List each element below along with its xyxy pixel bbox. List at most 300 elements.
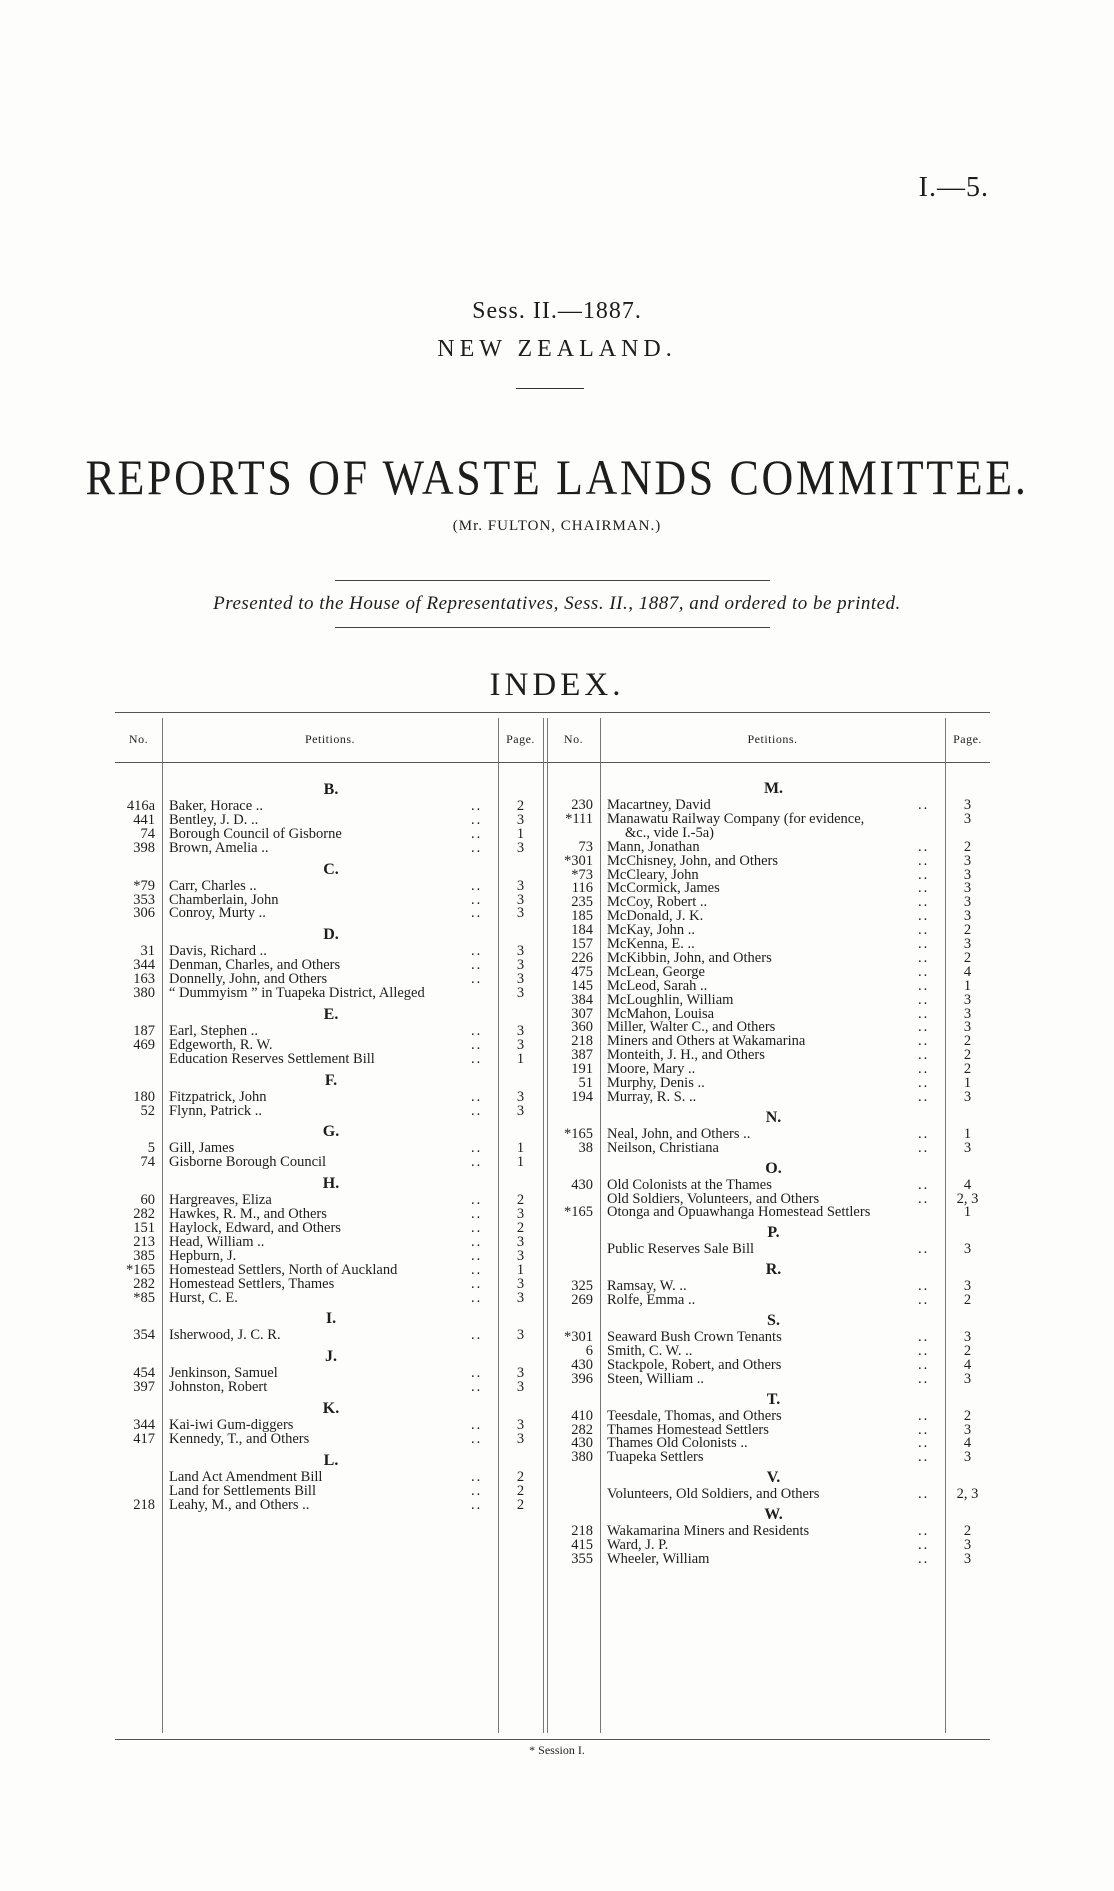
page-number: 2 bbox=[963, 838, 972, 855]
page-number: 1 bbox=[963, 1125, 972, 1142]
petition-name: Hawkes, R. M., and Others bbox=[169, 1206, 327, 1223]
petition-number: 163 bbox=[133, 971, 155, 988]
leader-dots: .. bbox=[471, 1431, 483, 1447]
petition-number: 6 bbox=[585, 1342, 593, 1359]
leader-dots: .. bbox=[471, 1233, 483, 1250]
petition-number: 454 bbox=[133, 1365, 155, 1382]
petition-number: 213 bbox=[133, 1233, 155, 1250]
divider bbox=[335, 580, 770, 581]
page-number: 2 bbox=[963, 1407, 972, 1424]
page-number: 3 bbox=[963, 880, 972, 897]
page-number: 3 bbox=[963, 1005, 972, 1022]
page-number: 3 bbox=[516, 1022, 525, 1039]
leader-dots: .. bbox=[918, 852, 930, 869]
petition-name: Public Reserves Sale Bill bbox=[607, 1241, 754, 1258]
leader-dots: .. bbox=[918, 922, 930, 939]
leader-dots: .. bbox=[471, 891, 483, 908]
leader-dots: .. bbox=[471, 877, 483, 894]
section-letter: S. bbox=[767, 1312, 780, 1329]
page-number: 2 bbox=[963, 1292, 972, 1309]
petition-name: Jenkinson, Samuel bbox=[169, 1365, 278, 1382]
petition-name: Chamberlain, John bbox=[169, 891, 279, 908]
petition-number: 475 bbox=[571, 963, 593, 980]
page-number: 2 bbox=[516, 1220, 525, 1236]
petition-number: 353 bbox=[133, 891, 155, 908]
leader-dots: .. bbox=[918, 1139, 930, 1156]
petition-number: 282 bbox=[571, 1421, 593, 1438]
presented-line: Presented to the House of Representatives, Sess. II., 1887, and ordered to be printed. bbox=[213, 593, 901, 614]
section-letter: I. bbox=[325, 1310, 337, 1328]
leader-dots: .. bbox=[918, 1047, 930, 1064]
petition-name: Carr, Charles .. bbox=[169, 877, 257, 894]
leader-dots: .. bbox=[471, 1220, 483, 1236]
petition-number: 73 bbox=[578, 838, 593, 855]
page-number: 3 bbox=[963, 1421, 972, 1438]
petition-name: Thames Homestead Settlers bbox=[607, 1421, 769, 1438]
index-entry bbox=[115, 1204, 990, 1221]
petition-number: 145 bbox=[571, 977, 593, 994]
leader-dots: .. bbox=[471, 1482, 483, 1499]
petition-name: Hargreaves, Eliza bbox=[169, 1192, 272, 1209]
header-no: No. bbox=[563, 732, 584, 746]
petition-number: 282 bbox=[133, 1275, 155, 1292]
petition-name: Earl, Stephen .. bbox=[169, 1022, 258, 1039]
petition-number: 226 bbox=[571, 949, 593, 966]
petition-number: 151 bbox=[133, 1220, 155, 1236]
page-number: 3 bbox=[516, 1327, 525, 1344]
page-number: 4 bbox=[963, 1176, 972, 1193]
petition-name: Kai-iwi Gum-diggers bbox=[169, 1417, 294, 1434]
leader-dots: .. bbox=[918, 1329, 930, 1345]
page-number: 3 bbox=[963, 991, 972, 1008]
petition-name: Murray, R. S. .. bbox=[607, 1088, 697, 1105]
page-number: 1 bbox=[963, 977, 972, 994]
petition-name: McCoy, Robert .. bbox=[607, 894, 708, 911]
index-entry bbox=[115, 1089, 990, 1106]
petition-number: *79 bbox=[133, 877, 155, 894]
petition-name: Neilson, Christiana bbox=[607, 1139, 719, 1156]
petition-number: 306 bbox=[133, 905, 155, 922]
petition-number: 344 bbox=[133, 957, 155, 974]
page-number: 3 bbox=[516, 1036, 525, 1053]
petition-number: 191 bbox=[571, 1061, 593, 1078]
leader-dots: .. bbox=[918, 963, 930, 980]
leader-dots: .. bbox=[918, 1241, 930, 1258]
petition-name: Brown, Amelia .. bbox=[169, 839, 269, 856]
table-bottom-rule bbox=[115, 1739, 990, 1740]
petition-number: *165 bbox=[564, 1125, 593, 1142]
petition-name: Murphy, Denis .. bbox=[607, 1075, 705, 1091]
page-number: 3 bbox=[963, 1088, 972, 1105]
petition-number: 415 bbox=[571, 1537, 593, 1553]
page-number: 3 bbox=[963, 894, 972, 911]
leader-dots: .. bbox=[471, 1050, 483, 1067]
leader-dots: .. bbox=[918, 838, 930, 855]
petition-name: Teesdale, Thomas, and Others bbox=[607, 1407, 782, 1424]
petition-number: *165 bbox=[564, 1204, 593, 1221]
petition-name: Isherwood, J. C. R. bbox=[169, 1327, 281, 1344]
petition-name: Homestead Settlers, Thames bbox=[169, 1275, 335, 1292]
leader-dots: .. bbox=[471, 971, 483, 988]
petition-number: 180 bbox=[133, 1088, 155, 1105]
page-number: 2 bbox=[516, 798, 525, 814]
page-number: 1 bbox=[516, 825, 525, 842]
page-number: 3 bbox=[516, 957, 525, 974]
petition-number: 116 bbox=[571, 880, 593, 897]
petition-name: Wheeler, William bbox=[607, 1550, 710, 1567]
page-number: 3 bbox=[963, 1278, 972, 1295]
page-number: 3 bbox=[516, 971, 525, 988]
section-letter: B. bbox=[323, 781, 339, 798]
section-letter: E. bbox=[323, 1005, 339, 1023]
leader-dots: .. bbox=[471, 1261, 483, 1278]
leader-dots: .. bbox=[471, 1327, 483, 1344]
leader-dots: .. bbox=[918, 1435, 930, 1452]
leader-dots: .. bbox=[471, 957, 483, 974]
petition-name: Neal, John, and Others .. bbox=[607, 1125, 751, 1142]
petition-name: McChisney, John, and Others bbox=[607, 852, 779, 869]
section-letter: O. bbox=[765, 1159, 782, 1177]
page-number: 2 bbox=[516, 1468, 525, 1485]
table-header-rule bbox=[115, 762, 990, 763]
petition-number: 385 bbox=[133, 1247, 155, 1264]
table-top-rule bbox=[115, 712, 990, 713]
leader-dots: .. bbox=[471, 1247, 483, 1264]
divider bbox=[516, 388, 584, 389]
section-letter: T. bbox=[766, 1390, 781, 1408]
leader-dots: .. bbox=[918, 1486, 930, 1503]
leader-dots: .. bbox=[471, 798, 483, 814]
page-number: 3 bbox=[516, 1206, 525, 1223]
petition-number: 307 bbox=[571, 1005, 593, 1022]
index-entry bbox=[115, 1289, 990, 1309]
petition-number: 384 bbox=[571, 991, 593, 1008]
petition-name: Old Colonists at the Thames bbox=[607, 1176, 772, 1193]
leader-dots: .. bbox=[918, 1449, 930, 1466]
leader-dots: .. bbox=[471, 1088, 483, 1105]
petition-number: 38 bbox=[578, 1139, 593, 1156]
petition-name: Conroy, Murty .. bbox=[169, 905, 266, 922]
page-number: 2 bbox=[516, 1482, 525, 1499]
petition-number: 360 bbox=[571, 1019, 593, 1036]
page-number: 1 bbox=[516, 1050, 525, 1067]
petition-name: McDonald, J. K. bbox=[607, 908, 704, 925]
page-number: 2 bbox=[963, 922, 972, 939]
petition-name: Miller, Walter C., and Others bbox=[607, 1019, 776, 1036]
leader-dots: .. bbox=[918, 1088, 930, 1105]
petition-name: McCormick, James bbox=[607, 880, 720, 897]
petition-name: Macartney, David bbox=[607, 797, 711, 813]
leader-dots: .. bbox=[918, 797, 930, 813]
page-number: 3 bbox=[963, 1329, 972, 1345]
leader-dots: .. bbox=[918, 949, 930, 966]
petition-number: *85 bbox=[133, 1289, 155, 1306]
page-number: 3 bbox=[963, 810, 972, 827]
petition-number: 31 bbox=[140, 943, 155, 960]
leader-dots: .. bbox=[918, 1342, 930, 1359]
leader-dots: .. bbox=[918, 1356, 930, 1373]
leader-dots: .. bbox=[918, 1033, 930, 1050]
section-letter: J. bbox=[325, 1348, 337, 1366]
leader-dots: .. bbox=[918, 1407, 930, 1424]
leader-dots: .. bbox=[918, 936, 930, 952]
petition-name: Land for Settlements Bill bbox=[169, 1482, 316, 1499]
petition-name: Borough Council of Gisborne bbox=[169, 825, 342, 842]
leader-dots: .. bbox=[471, 1496, 483, 1513]
page-number: 2, 3 bbox=[956, 1486, 979, 1503]
page-reference: I.—5. bbox=[918, 172, 989, 203]
petition-name: Gisborne Borough Council bbox=[169, 1154, 327, 1171]
petition-name: Leahy, M., and Others .. bbox=[169, 1496, 310, 1513]
leader-dots: .. bbox=[471, 1468, 483, 1485]
leader-dots: .. bbox=[918, 1537, 930, 1553]
leader-dots: .. bbox=[471, 1365, 483, 1382]
petition-number: 354 bbox=[133, 1327, 155, 1344]
page-number: 4 bbox=[963, 1435, 972, 1452]
petition-number: 218 bbox=[571, 1033, 593, 1050]
petition-name: Volunteers, Old Soldiers, and Others bbox=[607, 1486, 820, 1503]
petition-name: Ramsay, W. .. bbox=[607, 1278, 687, 1295]
petition-name: Hepburn, J. bbox=[169, 1247, 237, 1264]
petition-name: Old Soldiers, Volunteers, and Others bbox=[607, 1190, 820, 1207]
petition-number: 441 bbox=[133, 811, 155, 828]
page-number: 3 bbox=[963, 797, 972, 813]
page-number: 1 bbox=[516, 1261, 525, 1278]
page-number: 3 bbox=[963, 1370, 972, 1387]
page-number: 1 bbox=[963, 1204, 972, 1221]
leader-dots: .. bbox=[918, 1125, 930, 1142]
petition-number: 157 bbox=[571, 936, 593, 952]
page-number: 3 bbox=[963, 1449, 972, 1466]
petition-name: Mann, Jonathan bbox=[607, 838, 700, 855]
leader-dots: .. bbox=[471, 1417, 483, 1434]
petition-name: McLoughlin, William bbox=[607, 991, 734, 1008]
petition-name: McKenna, E. .. bbox=[607, 936, 695, 952]
leader-dots: .. bbox=[471, 1036, 483, 1053]
leader-dots: .. bbox=[918, 1421, 930, 1438]
leader-dots: .. bbox=[918, 1075, 930, 1091]
petition-number: *301 bbox=[564, 852, 593, 869]
page-number: 2 bbox=[963, 1061, 972, 1078]
leader-dots: .. bbox=[471, 905, 483, 922]
petition-name: “ Dummyism ” in Tuapeka District, Alleged bbox=[169, 985, 425, 1001]
petition-name: Hurst, C. E. bbox=[169, 1289, 238, 1306]
page-number: 3 bbox=[516, 985, 525, 1001]
leader-dots: .. bbox=[471, 1154, 483, 1171]
leader-dots: .. bbox=[918, 908, 930, 925]
section-letter: C. bbox=[323, 860, 339, 878]
page-number: 3 bbox=[963, 1550, 972, 1567]
petition-name: Donnelly, John, and Others bbox=[169, 971, 328, 988]
page-number: 3 bbox=[516, 1088, 525, 1105]
petition-number: 380 bbox=[571, 1449, 593, 1466]
petition-number: 52 bbox=[140, 1102, 155, 1119]
petition-name: McKibbin, John, and Others bbox=[607, 949, 772, 966]
page-number: 3 bbox=[516, 1247, 525, 1264]
petition-name: McKay, John .. bbox=[607, 922, 696, 939]
section-letter: H. bbox=[322, 1175, 340, 1193]
petition-name: Homestead Settlers, North of Auckland bbox=[169, 1261, 398, 1278]
leader-dots: .. bbox=[918, 894, 930, 911]
petition-name: Head, William .. bbox=[169, 1233, 265, 1250]
page-number: 3 bbox=[516, 1417, 525, 1434]
petition-number: 269 bbox=[571, 1292, 593, 1309]
page-number: 2, 3 bbox=[956, 1190, 979, 1207]
page-number: 3 bbox=[963, 866, 972, 883]
petition-name: Gill, James bbox=[169, 1140, 235, 1157]
leader-dots: .. bbox=[918, 1019, 930, 1036]
petition-number: *165 bbox=[126, 1261, 155, 1278]
page-number: 3 bbox=[516, 891, 525, 908]
header-petitions: Petitions. bbox=[747, 732, 798, 746]
page-number: 3 bbox=[963, 936, 972, 952]
page-number: 2 bbox=[963, 949, 972, 966]
leader-dots: .. bbox=[471, 1379, 483, 1396]
petition-name: Fitzpatrick, John bbox=[169, 1088, 267, 1105]
header-petitions: Petitions. bbox=[304, 732, 355, 746]
page-number: 3 bbox=[516, 1289, 525, 1306]
section-letter: M. bbox=[763, 780, 784, 797]
leader-dots: .. bbox=[471, 825, 483, 842]
petition-name: Baker, Horace .. bbox=[169, 798, 264, 814]
petition-name: &c., vide I.-5a) bbox=[625, 824, 714, 841]
petition-number: *111 bbox=[565, 810, 593, 827]
petition-number: 74 bbox=[140, 1154, 155, 1171]
index-entry bbox=[115, 1371, 990, 1388]
divider bbox=[335, 627, 770, 628]
leader-dots: .. bbox=[918, 866, 930, 883]
index-entry bbox=[115, 1241, 990, 1258]
petition-name: Bentley, J. D. .. bbox=[169, 811, 259, 828]
document-title: REPORTS OF WASTE LANDS COMMITTEE. bbox=[85, 449, 1029, 505]
petition-name: Miners and Others at Wakamarina bbox=[607, 1033, 806, 1050]
page-number: 3 bbox=[516, 943, 525, 960]
leader-dots: .. bbox=[918, 1370, 930, 1387]
header-page: Page. bbox=[953, 732, 982, 746]
section-letter: P. bbox=[767, 1224, 780, 1242]
section-letter: G. bbox=[322, 1123, 340, 1141]
leader-dots: .. bbox=[918, 991, 930, 1008]
petition-name: Monteith, J. H., and Others bbox=[607, 1047, 765, 1064]
petition-number: 230 bbox=[571, 797, 593, 813]
page-number: 3 bbox=[963, 1019, 972, 1036]
index-table bbox=[115, 712, 990, 1740]
leader-dots: .. bbox=[471, 1192, 483, 1209]
leader-dots: .. bbox=[471, 1275, 483, 1292]
section-letter: V. bbox=[766, 1469, 781, 1487]
petition-name: Thames Old Colonists .. bbox=[607, 1435, 748, 1452]
petition-number: 398 bbox=[133, 839, 155, 856]
petition-name: Tuapeka Settlers bbox=[607, 1449, 704, 1466]
petition-name: Kennedy, T., and Others bbox=[169, 1431, 310, 1447]
leader-dots: .. bbox=[471, 1289, 483, 1306]
leader-dots: .. bbox=[918, 1278, 930, 1295]
petition-number: 344 bbox=[133, 1417, 155, 1434]
footnote: * Session I. bbox=[529, 1743, 585, 1757]
leader-dots: .. bbox=[918, 1292, 930, 1309]
petition-number: 218 bbox=[571, 1523, 593, 1540]
session-line: Sess. II.—1887. bbox=[472, 298, 642, 324]
petition-number: 416a bbox=[126, 798, 155, 814]
petition-name: Moore, Mary .. bbox=[607, 1061, 696, 1078]
petition-number: 417 bbox=[133, 1431, 155, 1447]
petition-name: Seaward Bush Crown Tenants bbox=[607, 1329, 782, 1345]
petition-number: 430 bbox=[571, 1435, 593, 1452]
petition-number: 355 bbox=[571, 1550, 593, 1567]
page-number: 3 bbox=[516, 839, 525, 856]
header-no: No. bbox=[128, 732, 149, 746]
petition-number: 430 bbox=[571, 1176, 593, 1193]
petition-name: McLeod, Sarah .. bbox=[607, 977, 708, 994]
petition-name: Rolfe, Emma .. bbox=[607, 1292, 696, 1309]
leader-dots: .. bbox=[918, 880, 930, 897]
petition-number: 187 bbox=[133, 1022, 155, 1039]
page-number: 3 bbox=[516, 1365, 525, 1382]
petition-name: Steen, William .. bbox=[607, 1370, 705, 1387]
leader-dots: .. bbox=[471, 839, 483, 856]
petition-number: 397 bbox=[133, 1379, 155, 1396]
petition-number: 396 bbox=[571, 1370, 593, 1387]
page-number: 1 bbox=[963, 1075, 972, 1091]
petition-name: Smith, C. W. .. bbox=[607, 1342, 693, 1359]
petition-name: Land Act Amendment Bill bbox=[169, 1468, 323, 1485]
petition-number: 194 bbox=[571, 1088, 593, 1105]
leader-dots: .. bbox=[471, 1102, 483, 1119]
leader-dots: .. bbox=[918, 1005, 930, 1022]
petition-name: Otonga and Opuawhanga Homestead Settlers bbox=[607, 1204, 871, 1221]
leader-dots: .. bbox=[471, 811, 483, 828]
leader-dots: .. bbox=[918, 1190, 930, 1207]
petition-number: 410 bbox=[571, 1407, 593, 1424]
leader-dots: .. bbox=[918, 1550, 930, 1567]
petition-name: Edgeworth, R. W. bbox=[169, 1036, 273, 1053]
petition-name: McCleary, John bbox=[607, 866, 699, 883]
page-number: 2 bbox=[963, 1033, 972, 1050]
page-number: 2 bbox=[963, 1047, 972, 1064]
index-heading: INDEX. bbox=[489, 667, 625, 703]
section-letter: F. bbox=[324, 1071, 338, 1089]
petition-number: 60 bbox=[140, 1192, 155, 1209]
leader-dots: .. bbox=[471, 943, 483, 960]
page-number: 2 bbox=[516, 1496, 525, 1513]
header-page: Page. bbox=[506, 732, 535, 746]
section-letter: D. bbox=[323, 926, 339, 944]
petition-number: 5 bbox=[147, 1140, 155, 1157]
petition-number: 218 bbox=[133, 1496, 155, 1513]
page-number: 2 bbox=[963, 1342, 972, 1359]
petition-number: 380 bbox=[133, 985, 155, 1001]
section-letter: W. bbox=[764, 1506, 783, 1524]
page-number: 3 bbox=[516, 1379, 525, 1396]
page-number: 3 bbox=[963, 1241, 972, 1258]
page-number: 4 bbox=[963, 963, 972, 980]
petition-name: McMahon, Louisa bbox=[607, 1005, 715, 1022]
petition-name: Manawatu Railway Company (for evidence, bbox=[607, 810, 865, 827]
page-number: 3 bbox=[516, 1102, 525, 1119]
leader-dots: .. bbox=[471, 1206, 483, 1223]
petition-number: *73 bbox=[571, 866, 593, 883]
leader-dots: .. bbox=[471, 1022, 483, 1039]
petition-name: Stackpole, Robert, and Others bbox=[607, 1356, 782, 1373]
petition-name: Flynn, Patrick .. bbox=[169, 1102, 263, 1119]
petition-name: Denman, Charles, and Others bbox=[169, 957, 341, 974]
page-number: 3 bbox=[963, 1537, 972, 1553]
petition-name: Johnston, Robert bbox=[169, 1379, 268, 1396]
page-number: 3 bbox=[516, 1275, 525, 1292]
page-number: 1 bbox=[516, 1140, 525, 1157]
section-letter: K. bbox=[322, 1400, 340, 1418]
petition-number: 184 bbox=[571, 922, 593, 939]
